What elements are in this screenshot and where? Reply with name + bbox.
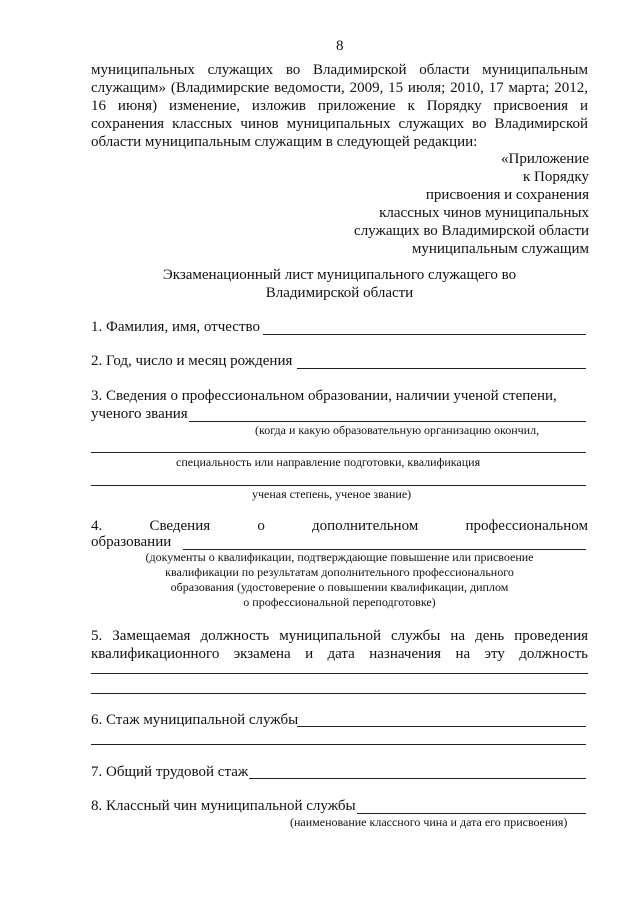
item-4-hint-1: (документы о квалификации, подтверждающие повышение или присвоение bbox=[145, 550, 534, 564]
item-3-field-line-1[interactable] bbox=[189, 421, 586, 422]
appendix-line-3: присвоения и сохранения bbox=[425, 187, 589, 203]
item-5-line-1: 5. Замещаемая должность муниципальной службы на день проведения bbox=[91, 628, 588, 644]
intro-line-5: области муниципальным служащим в следующей редакции: bbox=[91, 134, 478, 150]
item-1-field-line[interactable] bbox=[263, 334, 586, 335]
item-6-field-line-1[interactable] bbox=[297, 726, 586, 727]
item-5-field-line-2[interactable] bbox=[91, 693, 586, 694]
item-7-field-line[interactable] bbox=[249, 778, 586, 779]
item-1-label: 1. Фамилия, имя, отчество bbox=[91, 319, 260, 335]
item-4-word-3: о bbox=[257, 518, 265, 534]
intro-line-2: служащим» (Владимирские ведомости, 2009, 15 июля; 2010, 17 марта; 2012, bbox=[91, 80, 588, 96]
item-4-line-2: образовании bbox=[91, 534, 172, 550]
item-2-label: 2. Год, число и месяц рождения bbox=[91, 353, 293, 369]
item-4-word-4: дополнительном bbox=[312, 518, 419, 534]
item-8-label: 8. Классный чин муниципальной службы bbox=[91, 798, 356, 814]
item-8-hint: (наименование классного чина и дата его присвоения) bbox=[290, 815, 568, 829]
item-3-line-2: ученого звания bbox=[91, 406, 188, 422]
intro-line-3: 16 июня) изменение, изложив приложение к Порядку присвоения и bbox=[91, 98, 588, 114]
item-7-label: 7. Общий трудовой стаж bbox=[91, 764, 249, 780]
appendix-line-6: муниципальным служащим bbox=[411, 241, 589, 257]
item-6-field-line-2[interactable] bbox=[91, 744, 586, 745]
item-3-field-line-2[interactable] bbox=[91, 452, 586, 453]
intro-line-4: сохранения классных чинов муниципальных служащих во Владимирской bbox=[91, 116, 588, 132]
item-3-hint-3: ученая степень, ученое звание) bbox=[252, 487, 412, 501]
item-3-hint-2: специальность или направление подготовки, квалификация bbox=[176, 455, 481, 469]
item-3-line-1: 3. Сведения о профессиональном образовании, наличии ученой степени, bbox=[91, 388, 557, 404]
item-3-field-line-3[interactable] bbox=[91, 485, 586, 486]
form-title-line-1: Экзаменационный лист муниципального служащего во bbox=[162, 267, 517, 283]
item-5-field-line-1[interactable] bbox=[91, 673, 588, 674]
item-4-hint-4: о профессиональной переподготовке) bbox=[243, 595, 436, 609]
item-4-hint-3: образования (удостоверение о повышении квалификации, диплом bbox=[170, 580, 509, 594]
item-2-field-line[interactable] bbox=[297, 368, 586, 369]
appendix-line-1: «Приложение bbox=[500, 151, 589, 167]
intro-line-1: муниципальных служащих во Владимирской области муниципальным bbox=[91, 62, 588, 78]
appendix-line-2: к Порядку bbox=[523, 169, 589, 185]
page-number: 8 bbox=[336, 38, 344, 54]
item-4-word-1: 4. bbox=[91, 518, 103, 534]
item-5-line-2: квалификационного экзамена и дата назначения на эту должность bbox=[91, 646, 588, 662]
item-4-hint-2: квалификации по результатам дополнительного профессионального bbox=[165, 565, 514, 579]
appendix-line-5: служащих во Владимирской области bbox=[354, 223, 589, 239]
item-4-word-5: профессиональном bbox=[465, 518, 588, 534]
item-6-label: 6. Стаж муниципальной службы bbox=[91, 712, 299, 728]
item-8-field-line[interactable] bbox=[357, 813, 586, 814]
form-title-line-2: Владимирской области bbox=[265, 285, 414, 301]
item-3-hint-1: (когда и какую образовательную организацию окончил, bbox=[255, 423, 540, 437]
appendix-line-4: классных чинов муниципальных bbox=[379, 205, 589, 221]
item-4-word-2: Сведения bbox=[149, 518, 211, 534]
